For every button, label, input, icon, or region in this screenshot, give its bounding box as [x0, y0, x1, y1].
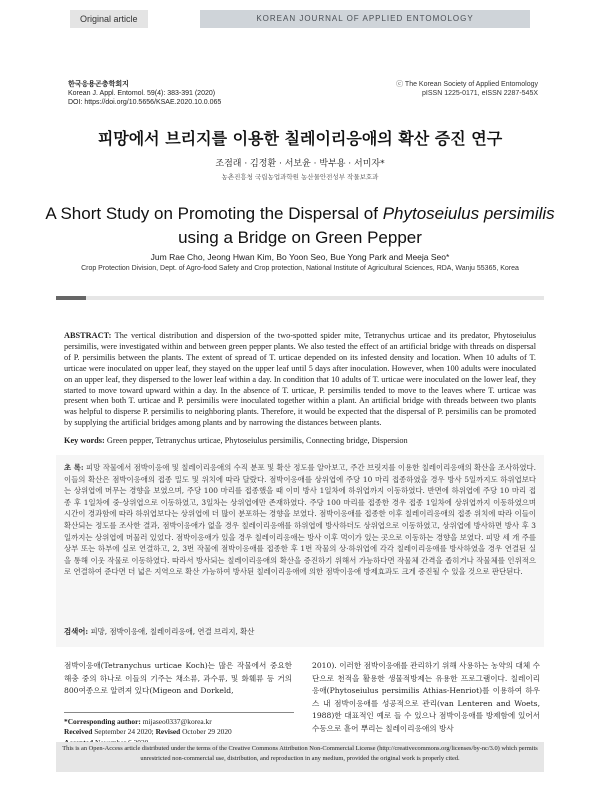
korean-keywords-line — [64, 626, 536, 637]
received-date: September 24 2020; — [94, 727, 154, 737]
korean-keywords-text: 피망, 점박이응애, 칠레이리응애, 연결 브리지, 확산 — [90, 627, 255, 636]
keywords-text: Green pepper, Tetranychus urticae, Phytoseiulus persimilis, Connecting bridge, Dispersion — [106, 436, 408, 445]
abstract-text: The vertical distribution and dispersion of the two-spotted spider mite, Tetranychus urticae and its predator, Phytoseiulus persimilis, were investigated within and between green pepper plants. We also tested the effect of an artificial bridge with threads on dispersal of P. persimilis between the plants. The extent of spread of T. urticae depended on its infested density and location. When 10 adults of T. urticae were inoculated on upper leaf, they stayed on the upper leaf until 5 days after inoculation. However, when 100 adults were inoculated on an upper leaf, they dispersed to the lower leaf within a day. In condition that 10 adults of T. urticae were inoculated on the lower leaf, they started to move toward upward within a day. In the absence of T. urticae, P. persimilis tended to move to the leaves where T. urticae was present when both T. urticae and P. persimilis were inoculated together within a plant. An artificial bridge with threads between two plants was helpful to disperse P. persimilis to neighboring plants. Therefore, it would be expected that the dispersal of P. persimilis can be promoted by supplying the artificial bridges among plants and by narrowing the distances between plants. — [64, 331, 536, 428]
article-type-badge: Original article — [70, 10, 148, 28]
body-column-left: 점박이응애(Tetranychus urticae Koch)는 많은 작물에서 중요한 해충 중의 하나로 이들의 기주는 채소류, 과수류, 및 화훼류 등 거의 800여종으로 알려져 있다(Migeon and Dorkeld, — [64, 661, 292, 695]
received-label: Received — [64, 727, 93, 737]
corresponding-email[interactable]: mijaseo0337@korea.kr — [142, 717, 212, 726]
korean-abstract — [64, 462, 536, 578]
authors-korean: 조점래 · 김정환 · 서보윤 · 박부용 · 서미자* — [215, 159, 385, 169]
body-column-right: 2010). 이러한 점박이응애를 관리하기 위해 사용하는 농약의 대체 수단으로 천적을 활용한 생물적방제는 유용한 프로그램이다. 칠레이리응애(Phytoseiulus persimilis Athias-Henriot)를 이용하여 하우스 내 점박이응애를 성공적으로 관리(van Lenteren and Woets, 1988)한 대표적인 예로 들 수 있으나 점박이응애를 방제함에 있어서 수동으로 흩어 뿌리는 칠레이리응애의 방사 — [312, 661, 540, 733]
license-footer: This is an Open-Access article distributed under the terms of the Creative Commons Attribution Non-Commercial License (http://creativecommons.org/licenses/by-nc/3.0) which permits unrestricted non-commercial use, distribution, and reproduction in any medium, provided the original work is properly cited. — [56, 742, 544, 772]
title-english-part2: using a Bridge on Green Pepper — [178, 228, 422, 247]
section-divider-accent — [56, 296, 86, 300]
copyright-block — [396, 80, 538, 98]
corresponding-author — [64, 717, 294, 727]
title-english-species: Phytoseiulus persimilis — [382, 204, 555, 223]
authors-english: Jum Rae Cho, Jeong Hwan Kim, Bo Yoon Seo, Bue Yong Park and Meeja Seo* — [150, 252, 450, 262]
revised-label: Revised — [155, 727, 181, 737]
affiliation-english: Crop Protection Division, Dept. of Agro-food Safety and Crop protection, National Institute of Agricultural Sciences, RDA, Wanju 55365, Korea — [81, 265, 519, 272]
revised-date: October 29 2020 — [182, 727, 232, 737]
korean-keywords-label: 검색어: — [64, 627, 89, 636]
title-korean: 피망에서 브리지를 이용한 칠레이리응애의 확산 증진 연구 — [97, 129, 503, 148]
doi-link[interactable]: DOI: https://doi.org/10.5656/KSAE.2020.10.0.065 — [68, 99, 222, 106]
title-english — [40, 202, 560, 250]
korean-abstract-text: 피망 작물에서 점박이응애 및 칠레이리응애의 수직 분포 및 확산 정도를 알아보고, 주간 브릿지를 이용한 칠레이리응애의 확산을 조사하였다. 이들의 확산은 점박이응애의 접종 밀도 및 위치에 따라 달랐다. 점박이응애를 상위엽에 주당 10 마리 접종하였을 경우 방사 5일까지도 하위엽보다는 상위엽에 머무는 경향을 보였으며, 주당 100 마리를 접종했을 때 이미 방사 1일차에 하위엽까지 이동하였다. 반면에 하위엽에 주당 10 마리 접종 후 1일차에 중·상위엽으로 이동하였고, 3일차는 상위엽에만 존재하였다. 주당 100 마리를 접종한 경우 접종 1일차에 상위엽까지 이동하였으며 시간이 경과함에 따라 하위엽보다는 상위엽에 더 많이 분포하는 경향을 보였다. 점박이응애를 접종한 이후 칠레이리응애의 접종 위치에 따라 이들이 확산되는 정도를 조사한 결과, 점박이응애가 없을 경우 칠레이리응애를 하위엽에 방사하더도 상위엽으로 이동하였고, 상위엽에 방사하면 방사 후 3일까지는 상위엽에 머물러 있었다. 점박이응애가 있을 경우 칠레이리응애는 방사 이후 먹이가 있는 곳으로 이동하는 경향을 보였다. 피망 세 개 주를 상부 또는 하부에 실로 연결하고, 2, 3번 작물에 점박이응애를 접종한 후 1번 작물의 상·하위엽에 각각 칠레이리응애를 방사하였을 경우 연결된 실을 통해 이웃 작물로 이동하였다. 따라서 방사되는 칠레이리응애의 확산을 증진하기 위해서 가능하다면 작물체 간격을 좁히거나 작물체를 인위적으로 연결하여 준다면 더 넓은 지역으로 확산 가능하여 방사된 칠레이리응애에 의한 점박이응애 방제효과도 크게 증진될 수 있을 것으로 판단된다. — [64, 463, 536, 577]
journal-name-band: KOREAN JOURNAL OF APPLIED ENTOMOLOGY — [200, 10, 530, 28]
keywords-line — [64, 436, 536, 445]
keywords-label: Key words: — [64, 436, 105, 445]
abstract-paragraph — [64, 331, 536, 429]
corresponding-label: *Corresponding author: — [64, 717, 141, 726]
issn-text: pISSN 1225-0171, eISSN 2287-545X — [422, 90, 538, 97]
section-divider — [56, 296, 544, 300]
journal-name-kr: 한국응용곤충학회지 — [68, 81, 129, 88]
abstract-label: ABSTRACT: — [64, 331, 112, 340]
title-english-part1: A Short Study on Promoting the Dispersal of — [45, 204, 378, 223]
citation-text: Korean J. Appl. Entomol. 59(4): 383-391 (2020) — [68, 90, 216, 97]
citation-block — [68, 80, 221, 107]
page-header — [0, 0, 600, 36]
copyright-text: ⓒ The Korean Society of Applied Entomology — [396, 81, 538, 88]
received-revised — [64, 727, 294, 737]
korean-abstract-label: 초 록: — [64, 463, 84, 472]
affiliation-korean: 농촌진흥청 국립농업과학원 농산물안전성부 작물보호과 — [221, 173, 379, 181]
